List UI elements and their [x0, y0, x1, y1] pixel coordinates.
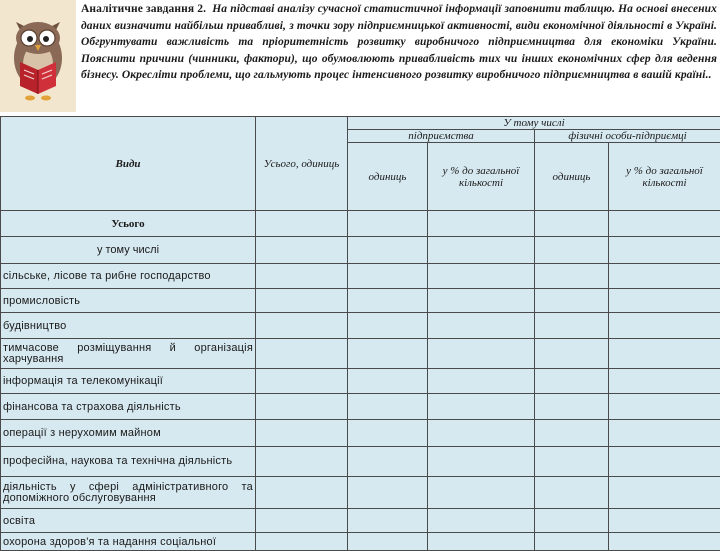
table-cell[interactable] [428, 237, 535, 264]
table-header-row-1 [1, 117, 720, 130]
table-cell[interactable] [256, 237, 348, 264]
table-cell[interactable] [609, 313, 720, 339]
row-label: фінансова та страхова діяльність [1, 394, 256, 420]
sub-percent-header-1: у % до загальної кількості [428, 143, 535, 211]
table-cell[interactable] [609, 211, 720, 237]
table-cell[interactable] [428, 533, 535, 551]
table-cell[interactable] [609, 264, 720, 289]
table-cell[interactable] [428, 394, 535, 420]
owl-icon [0, 0, 76, 112]
table-cell[interactable] [428, 420, 535, 447]
table-cell[interactable] [609, 289, 720, 313]
table-cell[interactable] [535, 237, 609, 264]
sub-percent-header-2: у % до загальної кількості [609, 143, 720, 211]
group-individuals-header: фізичні особи-підприємці [535, 130, 720, 143]
table-cell[interactable] [256, 420, 348, 447]
table-cell[interactable] [609, 237, 720, 264]
table-cell[interactable] [348, 313, 428, 339]
table-cell[interactable] [428, 313, 535, 339]
col-kinds-header: Види [1, 117, 256, 211]
row-label: сільське, лісове та рибне господарство [1, 264, 256, 289]
table-cell[interactable] [535, 339, 609, 369]
row-label: тимчасове розміщування й організація харчування [1, 339, 256, 369]
statistics-table [0, 116, 720, 551]
table-cell[interactable] [535, 533, 609, 551]
col-total-header: Усього, одиниць [256, 117, 348, 211]
table-cell[interactable] [535, 509, 609, 533]
table-cell[interactable] [535, 394, 609, 420]
table-cell[interactable] [256, 264, 348, 289]
table-cell[interactable] [428, 509, 535, 533]
sub-units-header-2: одиниць [535, 143, 609, 211]
table-cell[interactable] [348, 369, 428, 394]
table-cell[interactable] [348, 447, 428, 477]
table-cell[interactable] [428, 477, 535, 509]
table-cell[interactable] [348, 339, 428, 369]
table-cell[interactable] [428, 289, 535, 313]
table-cell[interactable] [609, 447, 720, 477]
table-row [1, 264, 720, 289]
group-enterprises-header: підприємства [348, 130, 535, 143]
table-row [1, 369, 720, 394]
table-cell[interactable] [256, 509, 348, 533]
table-cell[interactable] [535, 369, 609, 394]
table-cell[interactable] [256, 313, 348, 339]
table-cell[interactable] [535, 264, 609, 289]
table-cell[interactable] [428, 211, 535, 237]
table-cell[interactable] [256, 289, 348, 313]
sub-units-header-1: одиниць [348, 143, 428, 211]
including-row-label: у тому числі [1, 237, 256, 264]
row-label: професійна, наукова та технічна діяльність [1, 447, 256, 477]
row-label: освіта [1, 509, 256, 533]
table-cell[interactable] [348, 394, 428, 420]
table-cell[interactable] [609, 394, 720, 420]
table-row [1, 394, 720, 420]
table-row [1, 447, 720, 477]
table-cell[interactable] [256, 447, 348, 477]
table-cell[interactable] [609, 509, 720, 533]
row-label: промисловість [1, 289, 256, 313]
table-cell[interactable] [535, 211, 609, 237]
table-cell[interactable] [348, 420, 428, 447]
table-cell[interactable] [256, 533, 348, 551]
task-heading: Аналітичне завдання 2. [81, 3, 206, 15]
table-cell[interactable] [428, 339, 535, 369]
table-cell[interactable] [348, 211, 428, 237]
table-cell[interactable] [348, 264, 428, 289]
table-row [1, 477, 720, 509]
table-cell[interactable] [256, 394, 348, 420]
table-cell[interactable] [348, 509, 428, 533]
table-cell[interactable] [428, 264, 535, 289]
table-cell[interactable] [256, 369, 348, 394]
table-cell[interactable] [348, 237, 428, 264]
owl-reading-book-illustration [0, 0, 76, 112]
table-cell[interactable] [535, 477, 609, 509]
row-label: інформація та телекомунікації [1, 369, 256, 394]
table-row [1, 289, 720, 313]
table-cell[interactable] [609, 369, 720, 394]
table-cell[interactable] [428, 447, 535, 477]
table-cell[interactable] [609, 477, 720, 509]
table-cell[interactable] [256, 339, 348, 369]
table-row [1, 509, 720, 533]
table-row [1, 420, 720, 447]
row-label: діяльність у сфері адміністративного та допоміжного обслуговування [1, 477, 256, 509]
task-description [81, 1, 717, 84]
total-row-label: Усього [1, 211, 256, 237]
table-cell[interactable] [256, 211, 348, 237]
table-row [1, 339, 720, 369]
row-label: будівництво [1, 313, 256, 339]
table-row [1, 533, 720, 551]
table-cell[interactable] [256, 477, 348, 509]
table-cell[interactable] [428, 369, 535, 394]
col-including-header: У тому числі [348, 117, 720, 130]
table-cell[interactable] [609, 533, 720, 551]
table-cell[interactable] [348, 289, 428, 313]
task-body: На підставі аналізу сучасної статистичної інформації заповнити таблицю. На основі внесених даних визначити найбільш привабливі, з точки зору підприємницької активності, види економічної діяльності в Україні. Обгрунтувати важливість та пріоритетність розвитку виробничого підприємництва для економіки України. Пояснити причини (чинники, фактори), що обумовлюють привабливість тих чи інших економічних сфер для ведення бізнесу. Окресліти проблеми, що гальмують процес інтенсивного розвитку виробничого підприємництва в вашій країні.. [81, 3, 717, 81]
table-cell[interactable] [348, 477, 428, 509]
table-cell[interactable] [348, 533, 428, 551]
table-cell[interactable] [609, 420, 720, 447]
table-row-including [1, 237, 720, 264]
row-label: операції з нерухомим майном [1, 420, 256, 447]
table-cell[interactable] [535, 447, 609, 477]
table-cell[interactable] [535, 313, 609, 339]
table-cell[interactable] [609, 339, 720, 369]
table-cell[interactable] [535, 289, 609, 313]
row-label: охорона здоров'я та надання соціальної [1, 533, 256, 551]
task-header [0, 0, 720, 116]
table-cell[interactable] [535, 420, 609, 447]
table-row-total [1, 211, 720, 237]
table-row [1, 313, 720, 339]
